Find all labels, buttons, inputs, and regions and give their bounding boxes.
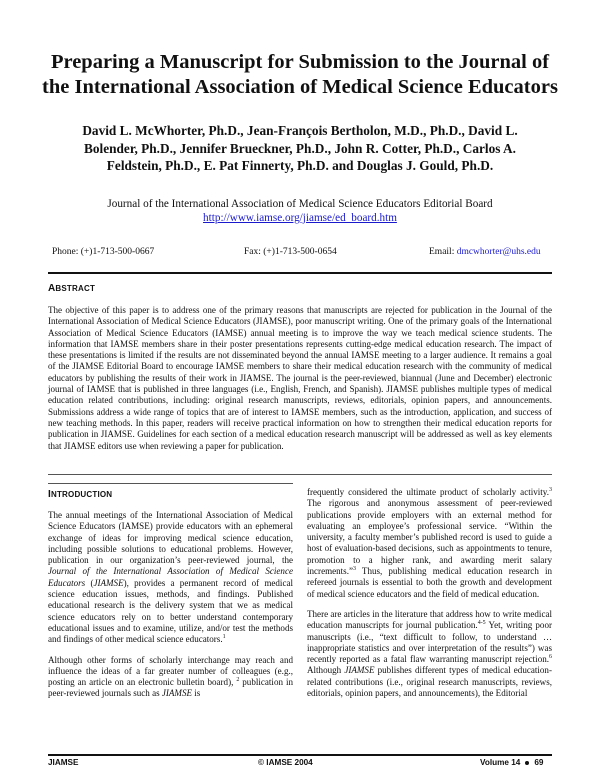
abstract-heading xyxy=(48,283,95,294)
text-run: Although xyxy=(307,665,345,676)
authors-line: Bolender, Ph.D., Jennifer Brueckner, Ph.D., John R. Cotter, Ph.D., Carlos A. xyxy=(84,140,516,156)
text-run: Yet, writing poor manuscripts (i.e., “text difficult to follow, to understand … inappropriate statistics and over interpretation of the results”) was recently reported as a fatal flaw warranting manuscript rejection. xyxy=(307,620,552,665)
text-run: is xyxy=(192,688,201,699)
footer-volume: Volume 14 xyxy=(480,758,521,767)
email-contact xyxy=(429,247,541,257)
bullet-icon xyxy=(525,761,529,765)
fax-number: Fax: (+)1-713-500-0654 xyxy=(244,247,337,257)
intro-paragraph-2 xyxy=(48,655,293,700)
title-line: Preparing a Manuscript for Submission to the Journal of xyxy=(50,51,550,73)
journal-abbr: JIAMSE xyxy=(344,665,375,676)
reference-marker: 1 xyxy=(222,634,226,641)
text-run: publication in peer-reviewed journals such as xyxy=(48,677,293,699)
reference-marker: 3 xyxy=(352,566,356,573)
intro-paragraph-3 xyxy=(307,487,552,600)
intro-paragraph-1 xyxy=(48,510,293,646)
abstract-bottom-rule xyxy=(48,474,552,475)
reference-marker: 2 xyxy=(236,677,240,684)
footer-rule xyxy=(48,754,552,756)
introduction-heading-cap: I xyxy=(48,489,51,500)
footer-volume-page xyxy=(480,758,543,767)
email-label: Email: xyxy=(429,247,457,257)
email-link[interactable]: dmcwhorter@uhs.edu xyxy=(456,247,541,257)
text-run: ), provides a permanent record of medical science education issues, methods, and findings. Published educational research is the delivery system that we as medical science educators rely on to better understand contemporary educational issues and to examine, utilize, and/or test the methods and findings of other medical science educators. xyxy=(48,577,293,645)
authors-line: Feldstein, Ph.D., E. Pat Finnerty, Ph.D. and Douglas J. Gould, Ph.D. xyxy=(106,158,494,173)
right-column xyxy=(307,487,552,699)
reference-marker: 4-5 xyxy=(477,620,486,627)
affiliation-text: Journal of the International Association of Medical Science Educators Editorial Board xyxy=(107,198,493,210)
introduction-top-rule xyxy=(48,483,293,484)
abstract-heading-cap: A xyxy=(48,283,56,294)
footer-journal: JIAMSE xyxy=(48,758,79,767)
text-run: publishes different types of medical education-related contributions (i.e., original research manuscripts, reviews, editorials, opinion papers, and announcements), the Editorial xyxy=(307,665,552,699)
abstract-body: The objective of this paper is to address one of the primary reasons that manuscripts are rejected for publication in the Journal of the International Association of Medical Science Educators (JIAMSE), poor manuscript writing. One of the primary goals of the International Association of Medical Science Educators (IAMSE) annual meeting is to improve the way we teach medical science students. The information that IAMSE members share in their poster presentations represents cutting-edge medical education research. The impact of these presentations is limited if the results are not disseminated beyond the annual IAMSE meeting to a larger audience. It remains a goal of the JIAMSE Editorial Board to encourage IAMSE members to share their medical education research with the community of medical educators by publishing the results of their work in JIAMSE. The journal is the peer-reviewed, biannual (June and December) electronic journal of IAMSE that is published in three languages (i.e., English, French, and Spanish). JIAMSE publishes multiple types of medical education related contributions, including: original research manuscripts, reviews, editorials, opinion papers, and announcements. Submissions address a wide range of topics that are of interest to IAMSE members, such as the introduction, application, and success of new teaching methods. In this paper, readers will receive practical information on how to strengthen their medical education reports for publication in JIAMSE. Guidelines for each section of a medical education research manuscript will be addressed as well as key elements that JIAMSE editors use when reviewing a paper for publication. xyxy=(48,305,552,451)
text-run: Although other forms of scholarly interchange may reach and influence the ideas of a far greater number of colleagues (e.g., posting an article on an electronic bulletin board), xyxy=(48,654,293,688)
left-column xyxy=(48,510,293,700)
text-run: The rigorous and anonymous assessment of peer-reviewed publications provide employers with an external method for evaluating an employee’s professional service. “Within the university, a faculty member’s published record is used to guide a host of evaluation-based decisions, such as appointments to tenure, promotion to a higher rank, and awarding merit salary increments.” xyxy=(307,498,552,577)
phone-number: Phone: (+)1-713-500-0667 xyxy=(52,247,155,257)
journal-name: Journal of the International Association of Medical Science Educators xyxy=(48,566,293,588)
journal-abbr: JIAMSE xyxy=(161,688,193,699)
editorial-board-link[interactable]: http://www.iamse.org/jiamse/ed_board.htm xyxy=(203,212,397,224)
abstract-heading-rest: BSTRACT xyxy=(55,284,96,293)
reference-marker: 6 xyxy=(549,654,552,661)
introduction-heading xyxy=(48,489,112,500)
footer-page-number: 69 xyxy=(534,758,544,767)
title-line: the International Association of Medical Science Educators xyxy=(42,76,558,98)
abstract-top-rule xyxy=(48,272,552,274)
journal-abbr: JIAMSE xyxy=(93,577,124,588)
article-title xyxy=(30,50,570,100)
text-run: frequently considered the ultimate product of scholarly activity. xyxy=(307,487,549,497)
reference-marker: 3 xyxy=(549,486,552,493)
intro-paragraph-4 xyxy=(307,609,552,699)
authors-line: David L. McWhorter, Ph.D., Jean-François Bertholon, M.D., Ph.D., David L. xyxy=(82,123,518,138)
author-list xyxy=(60,122,540,175)
text-run: The annual meetings of the International Association of Medical Science Educators (IAMSE) provide educators with an ephemeral exchange of ideas for improving medical science education, including possible solutions to educational problems. However, publication in our organization’s peer-reviewed journal, the xyxy=(48,510,293,566)
text-run: ( xyxy=(85,577,94,588)
text-run: There are articles in the literature that address how to write medical education manuscripts for journal publication. xyxy=(307,608,552,631)
introduction-heading-rest: NTRODUCTION xyxy=(50,490,113,499)
affiliation xyxy=(60,197,540,225)
footer-copyright: © IAMSE 2004 xyxy=(258,758,313,767)
text-run: Thus, publishing medical education research in refereed journals is essential to both the growth and development of medical science educators and the field of medical education. xyxy=(307,566,552,599)
